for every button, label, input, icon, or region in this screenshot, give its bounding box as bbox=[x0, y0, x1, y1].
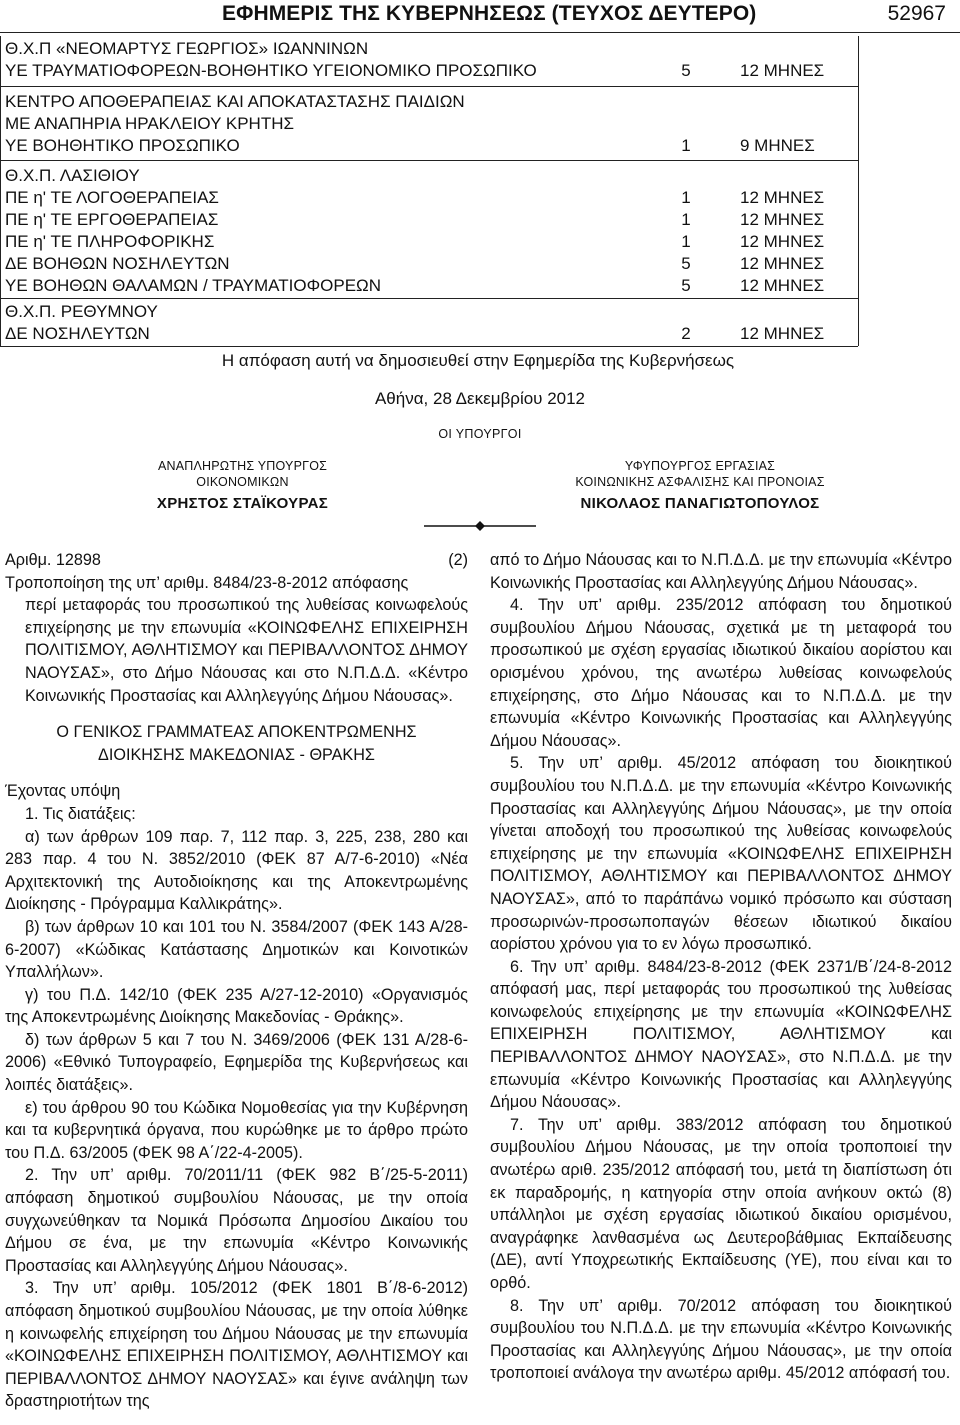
signature-left bbox=[100, 458, 385, 514]
signature-role: ΑΝΑΠΛΗΡΩΤΗΣ ΥΠΟΥΡΓΟΣ bbox=[157, 459, 328, 473]
header-rule bbox=[0, 32, 960, 33]
table-count: 5 bbox=[681, 61, 691, 80]
table-row bbox=[5, 38, 857, 60]
table-duration: 12 ΜΗΝΕΣ bbox=[740, 61, 825, 80]
table-row bbox=[5, 165, 857, 187]
decision-number-row bbox=[5, 549, 468, 572]
table-label: ΔΕ ΒΟΗΘΩΝ ΝΟΣΗΛΕΥΤΩΝ bbox=[5, 254, 230, 273]
table-label: Θ.Χ.Π «ΝΕΟΜΑΡΤΥΣ ΓΕΩΡΓΙΟΣ» ΙΩΑΝΝΙΝΩΝ bbox=[5, 39, 369, 58]
paragraph: ε) του άρθρου 90 του Κώδικα Νομοθεσίας για την Κυβέρνηση και τα κυβερνητικά όργανα, που κυρώθηκε με το άρθρο πρώτο του Π.Δ. 63/2005 (ΦΕΚ 98 Α΄/22-4-2005). bbox=[5, 1098, 468, 1162]
signature-role: ΚΟΙΝΩΝΙΚΗΣ ΑΣΦΑΛΙΣΗΣ ΚΑΙ ΠΡΟΝΟΙΑΣ bbox=[575, 475, 825, 489]
table-heading: Θ.Χ.Π. ΛΑΣΙΘΙΟΥ bbox=[5, 166, 140, 185]
place-date: Αθήνα, 28 Δεκεμβρίου 2012 bbox=[374, 389, 586, 408]
paragraph: δ) των άρθρων 5 και 7 του Ν. 3469/2006 (ΦΕΚ 131 Α/28-6-2006) «Εθνικό Τυπογραφείο, Εφημερίδα της Κυβερνήσεως και λοιπές διατάξεις». bbox=[5, 1030, 468, 1095]
decision-subject-rest: περί μεταφοράς του προσωπικού της λυθείσας κοινωφελούς επιχείρησης με την επωνυμία «ΚΟΙΝΩΦΕΛΗΣ ΕΠΙΧΕΙΡΗΣΗ ΠΟΛΙΤΙΣΜΟΥ, ΑΘΛΗΤΙΣΜΟΥ και ΠΕΡΙΒΑΛΛΟΝΤΟΣ ΔΗΜΟΥ ΝΑΟΥΣΑΣ», στο Δήμο Νάουσας και στο Ν.Π.Δ.Δ. «Κέντρο Κοινωνικής Προστασίας και Αλληλεγγύης Δήμου Νάουσας». bbox=[25, 596, 468, 705]
table-row bbox=[5, 253, 857, 275]
table-group-lasithi bbox=[5, 165, 857, 297]
paragraph: 7. Την υπ’ αριθμ. 383/2012 απόφαση του δημοτικού συμβουλίου Δήμου Νάουσας, με την οποία τροποποιεί την ανωτέρω αριθ. 235/2012 απόφασή του, μετά τη διαπίστωση ότι εκ παραδρομής, η κατηγορία στην οποία ανήκουν οκτώ (8) υπάλληλοι με σχέση εργασίας ιδιωτικού δικαίου ορισμένου, αναγράφηκε λανθασμένα ως Δευτεροβάθμιας Εκπαίδευσης (ΔΕ), αντί Υποχρεωτικής Εκπαίδευσης (ΥΕ), που είναι και το ορθό. bbox=[490, 1115, 952, 1292]
signature-name: ΝΙΚΟΛΑΟΣ ΠΑΝΑΓΙΩΤΟΠΟΥΛΟΣ bbox=[580, 495, 820, 512]
table-duration: 12 ΜΗΝΕΣ bbox=[740, 188, 825, 207]
table-label: ΠΕ η' ΤΕ ΕΡΓΟΘΕΡΑΠΕΙΑΣ bbox=[5, 210, 219, 229]
table-row bbox=[5, 231, 857, 253]
issuer-heading bbox=[5, 721, 468, 766]
ministers-label: ΟΙ ΥΠΟΥΡΓΟΙ bbox=[438, 427, 522, 441]
table-duration: 12 ΜΗΝΕΣ bbox=[740, 254, 825, 273]
table-label: ΥΕ ΤΡΑΥΜΑΤΙΟΦΟΡΕΩΝ-ΒΟΗΘΗΤΙΚΟ ΥΓΕΙΟΝΟΜΙΚΟ ΠΡΟΣΩΠΙΚΟ bbox=[5, 61, 537, 80]
table-label: ΠΕ η' ΤΕ ΠΛΗΡΟΦΟΡΙΚΗΣ bbox=[5, 232, 215, 251]
paragraph: από το Δήμο Νάουσας και το Ν.Π.Δ.Δ. με την επωνυμία «Κέντρο Κοινωνικής Προστασίας και Αλληλεγγύης Δήμου Νάουσας». bbox=[490, 551, 952, 592]
table-count: 1 bbox=[681, 210, 691, 229]
table-count: 1 bbox=[681, 188, 691, 207]
table-heading: Θ.Χ.Π. ΡΕΘΥΜΝΟΥ bbox=[5, 302, 158, 321]
table-label: ΠΕ η' ΤΕ ΛΟΓΟΘΕΡΑΠΕΙΑΣ bbox=[5, 188, 219, 207]
table-row bbox=[5, 323, 857, 345]
left-column bbox=[5, 549, 468, 1413]
table-count: 1 bbox=[681, 232, 691, 251]
table-label: ΥΕ ΒΟΗΘΗΤΙΚΟ ΠΡΟΣΩΠΙΚΟ bbox=[5, 136, 240, 155]
table-left-border bbox=[0, 36, 1, 346]
table-group-rethymno bbox=[5, 301, 857, 345]
right-column bbox=[490, 549, 952, 1385]
paragraph: 1. Τις διατάξεις: bbox=[25, 804, 136, 823]
table-duration: 12 ΜΗΝΕΣ bbox=[740, 210, 825, 229]
table-duration: 12 ΜΗΝΕΣ bbox=[740, 232, 825, 251]
signature-role: ΟΙΚΟΝΟΜΙΚΩΝ bbox=[196, 475, 289, 489]
table-row bbox=[5, 60, 857, 82]
table-count: 1 bbox=[681, 136, 691, 155]
publish-statement: Η απόφαση αυτή να δημοσιευθεί στην Εφημερίδα της Κυβερνήσεως bbox=[221, 351, 735, 370]
page-number: 52967 bbox=[887, 2, 946, 25]
table-rule bbox=[0, 160, 858, 161]
table-row bbox=[5, 113, 857, 135]
table-group-heraklion bbox=[5, 91, 857, 157]
paragraph: β) των άρθρων 10 και 101 του Ν. 3584/2007 (ΦΕΚ 143 Α/28-6-2007) «Κώδικας Κατάστασης Δημοτικών και Κοινοτικών Υπαλλήλων». bbox=[5, 917, 468, 982]
table-count: 5 bbox=[681, 276, 691, 295]
table-group-ioannina bbox=[5, 38, 857, 82]
table-rule bbox=[0, 346, 858, 347]
paragraph: α) των άρθρων 109 παρ. 7, 112 παρ. 3, 225, 238, 280 και 283 παρ. 4 του Ν. 3852/2010 (ΦΕΚ 87 Α/7-6-2010) «Νέα Αρχιτεκτονική της Αυτοδιοίκησης και της Αποκεντρωμένης Διοίκησης - Πρόγραμμα Καλλικράτης». bbox=[5, 827, 468, 914]
table-rule bbox=[0, 298, 858, 299]
paragraph: 5. Την υπ’ αριθμ. 45/2012 απόφαση του διοικητικού συμβουλίου του Ν.Π.Δ.Δ. με την επωνυμία «Κέντρο Κοινωνικής Προστασίας και Αλληλεγγύης Δήμου Νάουσας», με την οποία γίνεται αποδοχή του προσωπικού της λυθείσας κοινωφελούς επιχείρησης με την επωνυμία «ΚΟΙΝΩΦΕΛΗΣ ΕΠΙΧΕΙΡΗΣΗ ΠΟΛΙΤΙΣΜΟΥ, ΑΘΛΗΤΙΣΜΟΥ και ΠΕΡΙΒΑΛΛΟΝΤΟΣ ΔΗΜΟΥ ΝΑΟΥΣΑΣ», από το παράπάνω νομικό πρόσωπο και σύσταση προσωρινών-προσωποπαγών θέσεων ιδιωτικού δικαίου αορίστου χρόνου για το εν λόγω προσωπικό. bbox=[490, 754, 952, 954]
paragraph: γ) του Π.Δ. 142/10 (ΦΕΚ 235 Α/27-12-2010) «Οργανισμός της Αποκεντρωμένης Διοίκησης Μακεδονίας - Θράκης». bbox=[5, 985, 468, 1027]
table-right-border bbox=[858, 36, 859, 346]
decision-number: Αριθμ. 12898 bbox=[5, 551, 101, 569]
signature-right bbox=[530, 458, 870, 514]
page-header bbox=[0, 2, 960, 32]
table-row bbox=[5, 209, 857, 231]
table-row bbox=[5, 275, 857, 297]
section-divider-ornament bbox=[424, 521, 536, 531]
decision-index: (2) bbox=[448, 551, 468, 569]
paragraph: 8. Την υπ’ αριθμ. 70/2012 απόφαση του διοικητικού συμβουλίου του Ν.Π.Δ.Δ. με την επωνυμία «Κέντρο Κοινωνικής Προστασίας και Αλληλεγγύης Δήμου Νάουσας», με την οποία τροποποιεί ανάλογα την ανωτέρω αριθμ. 45/2012 απόφασή του. bbox=[490, 1296, 952, 1383]
table-duration: 9 ΜΗΝΕΣ bbox=[740, 136, 815, 155]
signature-role: ΥΦΥΠΟΥΡΓΟΣ ΕΡΓΑΣΙΑΣ bbox=[624, 459, 776, 473]
table-label: ΥΕ ΒΟΗΘΩΝ ΘΑΛΑΜΩΝ / ΤΡΑΥΜΑΤΙΟΦΟΡΕΩΝ bbox=[5, 276, 382, 295]
decision-subject-first: Τροποποίηση της υπ’ αριθμ. 8484/23-8-2012 απόφασης bbox=[5, 573, 409, 592]
signature-name: ΧΡΗΣΤΟΣ ΣΤΑΪΚΟΥΡΑΣ bbox=[156, 495, 329, 512]
table-label: ΜΕ ΑΝΑΠΗΡΙΑ ΗΡΑΚΛΕΙΟΥ ΚΡΗΤΗΣ bbox=[5, 114, 294, 133]
table-row bbox=[5, 91, 857, 113]
paragraph: 2. Την υπ’ αριθμ. 70/2011/11 (ΦΕΚ 982 Β΄/25-5-2011) απόφαση δημοτικού συμβουλίου Νάουσας, με την οποία συγχωνεύθηκαν τα Νομικά Πρόσωπα Δημοσίου Δικαίου του Δήμου σε ένα, με την επωνυμία «Κέντρο Κοινωνικής Προστασίας και Αλληλεγγύης Δήμου Νάουσας». bbox=[5, 1166, 468, 1275]
table-row bbox=[5, 135, 857, 157]
table-label: ΔΕ ΝΟΣΗΛΕΥΤΩΝ bbox=[5, 324, 150, 343]
issuer-heading-line: Ο ΓΕΝΙΚΟΣ ΓΡΑΜΜΑΤΕΑΣ ΑΠΟΚΕΝΤΡΩΜΕΝΗΣ bbox=[56, 723, 417, 742]
table-duration: 12 ΜΗΝΕΣ bbox=[740, 324, 825, 343]
header-title: ΕΦΗΜΕΡΙΣ ΤΗΣ ΚΥΒΕΡΝΗΣΕΩΣ (ΤΕΥΧΟΣ ΔΕΥΤΕΡΟ) bbox=[222, 2, 757, 25]
table-row bbox=[5, 187, 857, 209]
table-count: 5 bbox=[681, 254, 691, 273]
table-rule bbox=[0, 86, 858, 87]
paragraph: 3. Την υπ’ αριθμ. 105/2012 (ΦΕΚ 1801 Β΄/8-6-2012) απόφαση δημοτικού συμβουλίου Νάουσας, με την οποία λύθηκε η κοινωφελής επιχείρηση του Δήμου Νάουσας με την επωνυμία «ΚΟΙΝΩΦΕΛΗΣ ΕΠΙΧΕΙΡΗΣΗ ΠΟΛΙΤΙΣΜΟΥ, ΑΘΛΗΤΙΣΜΟΥ και ΠΕΡΙΒΑΛΛΟΝΤΟΣ ΔΗΜΟΥ ΝΑΟΥΣΑΣ» και έγινε ανάληψη των δραστηριοτήτων της bbox=[5, 1279, 468, 1411]
issuer-heading-line: ΔΙΟΙΚΗΣΗΣ ΜΑΚΕΔΟΝΙΑΣ - ΘΡΑΚΗΣ bbox=[98, 745, 375, 764]
paragraph: 4. Την υπ’ αριθμ. 235/2012 απόφαση του δημοτικού συμβουλίου Δήμου Νάουσας, σχετικά με τη μεταφορά του προσωπικού με σχέση εργασίας ιδιωτικού δικαίου αορίστου και ορισμένου χρόνου, της ανωτέρω λυθείσας κοινωφελούς επιχείρησης, στο Δήμο Νάουσας και το Ν.Π.Δ.Δ. με την επωνυμία «Κέντρο Κοινωνικής Προστασίας και Αλληλεγγύης Δήμου Νάουσας». bbox=[490, 596, 952, 750]
table-row bbox=[5, 301, 857, 323]
paragraph: 6. Την υπ’ αριθμ. 8484/23-8-2012 (ΦΕΚ 2371/Β΄/24-8-2012 απόφασή μας, περί μεταφοράς του προσωπικού της λυθείσας κοινωφελούς επιχείρησης με την επωνυμία «ΚΟΙΝΩΦΕΛΗΣ ΕΠΙΧΕΙΡΗΣΗ ΠΟΛΙΤΙΣΜΟΥ, ΑΘΛΗΤΙΣΜΟΥ και ΠΕΡΙΒΑΛΛΟΝΤΟΣ ΔΗΜΟΥ ΝΑΟΥΣΑΣ», στο Ν.Π.Δ.Δ. με την επωνυμία «Κέντρο Κοινωνικής Προστασίας και Αλληλεγγύης Δήμου Νάουσας». bbox=[490, 957, 952, 1112]
table-count: 2 bbox=[681, 324, 691, 343]
table-duration: 12 ΜΗΝΕΣ bbox=[740, 276, 825, 295]
table-label: ΚΕΝΤΡΟ ΑΠΟΘΕΡΑΠΕΙΑΣ ΚΑΙ ΑΠΟΚΑΤΑΣΤΑΣΗΣ ΠΑΙΔΙΩΝ bbox=[5, 92, 465, 111]
having-regard: Έχοντας υπόψη bbox=[5, 782, 121, 801]
